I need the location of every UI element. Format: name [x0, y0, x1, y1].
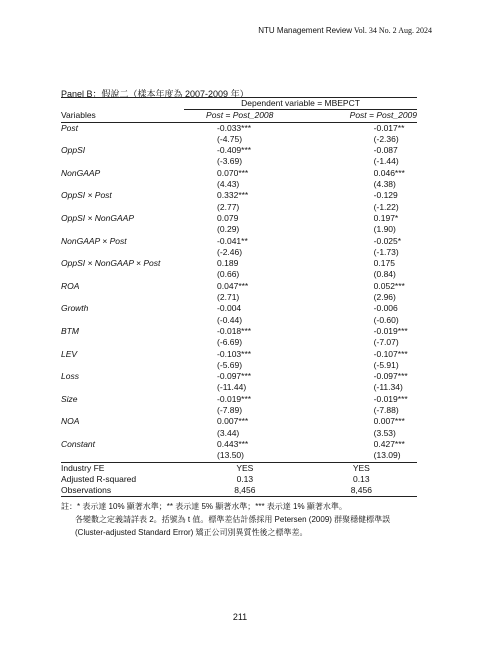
- table-row: [61, 326, 417, 337]
- stat-row: [61, 485, 417, 497]
- table-row: [61, 439, 417, 450]
- table-row-tstat: [61, 269, 417, 280]
- table-row: [61, 190, 417, 201]
- variable-name: Growth: [61, 303, 89, 314]
- coef-post-2009: -0.097***: [373, 371, 408, 382]
- tstat-post-2009: (-1.73): [373, 246, 399, 257]
- results-table: [61, 97, 417, 497]
- tstat-post-2009: (-11.34): [373, 382, 403, 393]
- stat-label: Adjusted R-squared: [61, 473, 137, 484]
- table-row: [61, 145, 417, 156]
- table-row-tstat: [61, 450, 417, 462]
- coef-post-2009: -0.017**: [373, 122, 405, 133]
- tstat-post-2009: (-0.60): [373, 314, 399, 325]
- coef-post-2009: 0.007***: [373, 416, 405, 427]
- coef-post-2008: 0.189: [217, 258, 239, 269]
- panel-title: Panel B：假說二（樣本年度為 2007-2009 年）: [61, 89, 249, 99]
- variable-name: OppSI × NonGAAP: [61, 212, 134, 223]
- table-row: [61, 236, 417, 247]
- variable-name: Constant: [61, 438, 96, 449]
- tstat-post-2009: (3.53): [373, 427, 396, 438]
- dep-var-label: Dependent variable = MBEPCT: [184, 98, 417, 110]
- tstat-post-2008: (4.43): [217, 179, 240, 190]
- variable-name: NOA: [61, 416, 80, 427]
- tstat-post-2008: (2.77): [217, 201, 240, 212]
- coef-post-2008: -0.033***: [217, 122, 252, 133]
- coef-post-2008: 0.079: [217, 212, 239, 223]
- table-row-tstat: [61, 360, 417, 371]
- variable-name: Loss: [61, 371, 79, 382]
- tstat-post-2009: (-7.07): [373, 337, 399, 348]
- coef-post-2008: -0.004: [217, 303, 242, 314]
- table-row-tstat: [61, 156, 417, 167]
- stat-post-2008: 0.13: [236, 473, 254, 484]
- journal-issue: Vol. 34 No. 2 Aug. 2024: [353, 26, 432, 35]
- stat-row: [61, 462, 417, 474]
- col-header-post-2008: Post = Post_2008: [184, 110, 306, 122]
- coef-post-2008: 0.070***: [217, 167, 249, 178]
- regression-table: [61, 97, 417, 497]
- coef-post-2009: -0.107***: [373, 348, 408, 359]
- variable-name: OppSI: [61, 145, 86, 156]
- table-row: [61, 371, 417, 382]
- tstat-post-2008: (2.71): [217, 292, 240, 303]
- tstat-post-2008: (-6.69): [217, 337, 243, 348]
- table-row: [61, 122, 417, 134]
- stat-post-2008: 8,456: [184, 485, 306, 497]
- table-row: [61, 416, 417, 427]
- page-number: 211: [232, 612, 248, 622]
- tstat-post-2008: (-5.69): [217, 359, 243, 370]
- tstat-post-2008: (-7.89): [217, 405, 243, 416]
- table-row-tstat: [61, 315, 417, 326]
- coef-post-2008: 0.047***: [217, 280, 249, 291]
- coef-post-2008: 0.443***: [217, 438, 249, 449]
- tstat-post-2008: (0.29): [217, 224, 240, 235]
- table-row: [61, 303, 417, 314]
- variable-name: ROA: [61, 280, 80, 291]
- tstat-post-2009: (13.09): [373, 450, 401, 461]
- col-header-variables: Variables: [61, 110, 184, 122]
- tstat-post-2009: (-2.36): [373, 133, 399, 144]
- table-row-tstat: [61, 382, 417, 393]
- coef-post-2008: -0.019***: [217, 393, 252, 404]
- tstat-post-2008: (-0.44): [217, 314, 243, 325]
- table-row: [61, 394, 417, 405]
- table-row-tstat: [61, 292, 417, 303]
- table-row: [61, 168, 417, 179]
- table-row: [61, 281, 417, 292]
- stat-post-2008: YES: [184, 462, 306, 474]
- coef-post-2009: -0.087: [373, 145, 398, 156]
- coef-post-2008: 0.332***: [217, 190, 249, 201]
- table-row-tstat: [61, 337, 417, 348]
- tstat-post-2009: (4.38): [373, 179, 396, 190]
- table-row-tstat: [61, 224, 417, 235]
- coef-post-2009: 0.427***: [373, 438, 405, 449]
- journal-name: NTU Management Review: [258, 26, 353, 35]
- coef-post-2009: 0.046***: [373, 167, 405, 178]
- table-row-tstat: [61, 179, 417, 190]
- coef-post-2009: 0.052***: [373, 280, 405, 291]
- tstat-post-2009: (-7.88): [373, 405, 399, 416]
- tstat-post-2008: (3.44): [217, 427, 240, 438]
- coef-post-2009: 0.197*: [373, 212, 399, 223]
- running-header: [258, 26, 432, 35]
- coef-post-2008: -0.409***: [217, 145, 252, 156]
- stat-post-2009: 0.13: [353, 473, 370, 484]
- tstat-post-2009: (2.96): [373, 292, 396, 303]
- table-row-tstat: [61, 202, 417, 213]
- stat-label: Observations: [61, 485, 184, 497]
- tstat-post-2008: (0.66): [217, 269, 240, 280]
- variable-name: Post: [61, 122, 79, 133]
- tstat-post-2008: (-3.69): [217, 156, 243, 167]
- variable-name: NonGAAP: [61, 167, 101, 178]
- stat-post-2009: 8,456: [306, 485, 417, 497]
- stat-row: [61, 474, 417, 485]
- variable-name: OppSI × NonGAAP × Post: [61, 258, 161, 269]
- stat-post-2009: YES: [306, 462, 417, 474]
- table-row-tstat: [61, 428, 417, 439]
- coef-post-2009: -0.025*: [373, 235, 402, 246]
- tstat-post-2008: (13.50): [217, 450, 244, 461]
- significance-note: 註：* 表示達 10% 顯著水準；** 表示達 5% 顯著水準；*** 表示達 1% 顯著水準。: [61, 502, 347, 511]
- tstat-post-2009: (-1.22): [373, 201, 399, 212]
- tstat-post-2008: (-4.75): [217, 133, 243, 144]
- variable-name: BTM: [61, 325, 79, 336]
- table-row: [61, 213, 417, 224]
- dep-var-row: [61, 98, 417, 110]
- tstat-post-2009: (1.90): [373, 224, 396, 235]
- tstat-post-2008: (-2.46): [217, 246, 243, 257]
- coef-post-2008: -0.103***: [217, 348, 252, 359]
- table-notes: [61, 500, 431, 539]
- coef-post-2009: -0.019***: [373, 393, 408, 404]
- coef-post-2008: 0.007***: [217, 416, 249, 427]
- standard-error-note: (Cluster-adjusted Standard Error) 矯正公司別異質性後之標準差。: [75, 528, 308, 537]
- variable-name: LEV: [61, 348, 78, 359]
- coef-post-2009: 0.175: [373, 258, 395, 269]
- coef-post-2008: -0.018***: [217, 325, 252, 336]
- coef-post-2008: -0.041**: [217, 235, 248, 246]
- column-header-row: [61, 110, 417, 122]
- coef-post-2009: -0.019***: [373, 325, 408, 336]
- tstat-post-2008: (-11.44): [217, 382, 247, 393]
- coef-post-2009: -0.006: [373, 303, 398, 314]
- stat-label: Industry FE: [61, 462, 184, 474]
- table-row-tstat: [61, 247, 417, 258]
- col-header-post-2009: Post = Post_2009: [306, 110, 417, 122]
- table-row: [61, 258, 417, 269]
- tstat-post-2009: (-1.44): [373, 156, 399, 167]
- coef-post-2009: -0.129: [373, 190, 398, 201]
- variable-name: Size: [61, 393, 78, 404]
- table-row-tstat: [61, 134, 417, 145]
- table-row-tstat: [61, 405, 417, 416]
- table-row: [61, 349, 417, 360]
- coef-post-2008: -0.097***: [217, 371, 252, 382]
- variable-name: OppSI × Post: [61, 190, 112, 201]
- tstat-post-2009: (-5.91): [373, 359, 399, 370]
- definition-note: 各變數之定義請詳表 2。括號為 t 值。標準差估計係採用 Petersen (2009) 群聚穩健標準誤: [75, 515, 391, 524]
- tstat-post-2009: (0.84): [373, 269, 396, 280]
- variable-name: NonGAAP × Post: [61, 235, 127, 246]
